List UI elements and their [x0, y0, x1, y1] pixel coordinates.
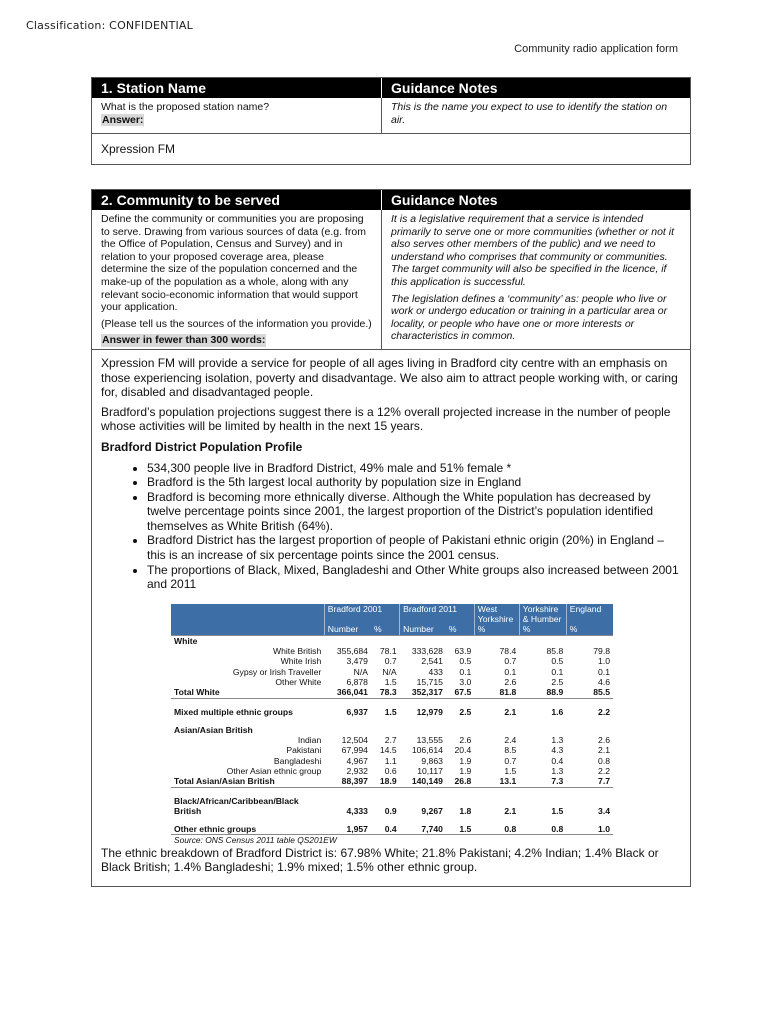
table-cell: 2.4 [504, 735, 517, 746]
table-cell: 2.1 [598, 745, 610, 756]
table-cell: 0.8 [474, 824, 519, 835]
answer-paragraph: Xpression FM will provide a service for people of all ages living in Bradford city centre with an emphasis on those experiencing isolation, poverty and disadvantage. We also aim to attract people working with, or caring for, disabled and disadvantaged people. [101, 355, 678, 400]
header-blank [171, 604, 324, 625]
table-cell: 1.1 [384, 755, 397, 766]
table-row [171, 677, 613, 687]
table-cell: 88.9 [519, 687, 566, 698]
table-cell: 4.3 [551, 745, 564, 756]
guidance-definition: The legislation defines a ‘community’ as: people who live or work or undergo education or training in a particular area or locality, or people who have one or more interests or characteristics in common. [391, 292, 668, 343]
table-cell: 3.4 [598, 805, 610, 816]
table-cell: 4,333 [346, 805, 368, 816]
table-source: Source: ONS Census 2011 table QS201EW [174, 835, 337, 846]
table-cell: 0.1 [459, 666, 472, 677]
list-item: • 534,300 people live in Bradford District, 49% male and 51% female * [147, 461, 681, 476]
table-row [171, 646, 613, 656]
table-cell: 78.4 [499, 646, 517, 657]
header-blank [171, 624, 324, 635]
table-row [171, 745, 613, 755]
answer-label: Answer: [102, 113, 144, 126]
list-item: • Bradford District has the largest proportion of people of Pakistani ethnic origin (20%) in England – this is an increase of six percentage points since the 2001 census. [147, 533, 681, 562]
table-cell: 352,317 [400, 687, 446, 698]
table-cell: 2.5 [551, 676, 564, 687]
column-header: Bradford 2011 [400, 604, 475, 625]
column-header: Bradford 2001 [324, 604, 399, 625]
question-text: What is the proposed station name? [101, 101, 270, 113]
table-header-row [171, 604, 613, 625]
row-label: Other White [275, 676, 322, 687]
row-label: Other Asian ethnic group [226, 766, 322, 776]
section-header [92, 190, 690, 210]
profile-list [101, 461, 681, 592]
table-row [171, 806, 613, 816]
table-cell: 14.5 [379, 745, 397, 756]
table-cell: 7,740 [400, 824, 446, 835]
table-cell: 0.7 [504, 656, 517, 667]
table-cell: 85.5 [566, 687, 613, 698]
question-cell [92, 98, 382, 133]
section-header [92, 78, 690, 98]
table-cell: 9,863 [421, 755, 443, 766]
row-label: Asian/Asian British [174, 724, 253, 735]
table-cell: 8.5 [504, 745, 517, 756]
table-cell: 140,149 [400, 776, 446, 787]
table-cell: 1.3 [551, 735, 564, 746]
table-cell: 1.8 [459, 805, 472, 816]
table-cell: 0.7 [384, 656, 397, 667]
table-cell: 2,932 [346, 766, 368, 776]
table-cell: 3.0 [459, 676, 472, 687]
table-cell: 4.6 [598, 676, 610, 687]
census-table [171, 604, 613, 846]
row-label: Indian [297, 735, 322, 746]
table-subheader-row [171, 624, 613, 635]
table-cell: 12,979 [416, 706, 443, 717]
table-cell: 6,878 [346, 676, 368, 687]
table-cell: 0.8 [519, 824, 566, 835]
table-cell: 0.6 [384, 766, 397, 776]
table-cell: 6,937 [346, 706, 368, 717]
row-label: Gypsy or Irish Traveller [232, 666, 322, 677]
table-cell: 78.3 [371, 687, 400, 698]
table-cell: 9,267 [421, 805, 443, 816]
table-cell: 63.9 [454, 646, 472, 657]
question-text: Define the community or communities you are proposing to serve. Drawing from various sources of data (e.g. from the Office of Population, Census and Survey) and in relation to your proposed coverage area, please determine the size of the population concerned and the make-up of the population as a whole, along with any relevant socio-economic information that would support your application. [101, 213, 366, 314]
row-label: Total White [171, 687, 324, 698]
section-question-row [92, 210, 690, 350]
answer-field[interactable] [92, 134, 690, 164]
table-row [171, 656, 613, 666]
answer-field[interactable] [92, 350, 690, 886]
table-cell: 1.3 [551, 766, 564, 776]
table-row [171, 735, 613, 745]
table-cell: 0.4 [371, 824, 400, 835]
table-cell: 85.8 [546, 646, 564, 657]
question-note: (Please tell us the sources of the information you provide.) [101, 317, 372, 330]
list-item: • The proportions of Black, Mixed, Bangladeshi and Other White groups also increased between 2001 and 2011 [147, 563, 681, 592]
table-row [171, 687, 613, 698]
table-cell: 67,994 [341, 745, 368, 756]
table-cell: 88,397 [324, 776, 371, 787]
table-cell: 1.9 [459, 766, 472, 776]
guidance-heading: Guidance Notes [391, 192, 498, 208]
classification-label: Classification: CONFIDENTIAL [26, 19, 193, 32]
column-header: England [566, 604, 613, 625]
table-row [171, 725, 613, 735]
table-cell: 0.5 [551, 656, 564, 667]
table-cell: 4,967 [346, 755, 368, 766]
section-community [91, 189, 691, 887]
table-cell: 18.9 [371, 776, 400, 787]
table-cell: 0.1 [504, 666, 517, 677]
table-cell: N/A [353, 666, 368, 677]
spacer-cell [171, 787, 613, 796]
row-label: Bangladeshi [273, 755, 322, 766]
row-label: Other ethnic groups [171, 824, 324, 835]
answer-paragraph: Bradford’s population projections suggest there is a 12% overall projected increase in the number of people whose activities will be limited by health in the next 15 years. [101, 404, 671, 434]
table-cell: 1.0 [598, 656, 610, 667]
column-subheader: Number [324, 624, 371, 635]
row-label: White British [273, 646, 322, 657]
table-cell: 366,041 [324, 687, 371, 698]
column-header: Yorkshire & Humber [519, 604, 566, 625]
table-cell: 0.5 [459, 656, 472, 667]
table-row [171, 796, 613, 806]
ethnic-breakdown-text: The ethnic breakdown of Bradford District is: 67.98% White; 21.8% Pakistani; 4.2% Indian; 1.4% Black or Black British; 1.4% Bangladeshi; 1.9% mixed; 1.5% other ethnic group. [101, 845, 659, 875]
table-cell: 26.8 [446, 776, 474, 787]
list-item: • Bradford is the 5th largest local authority by population size in England [147, 475, 681, 490]
section-heading: 2. Community to be served [92, 190, 382, 210]
row-label: Total Asian/Asian British [171, 776, 324, 787]
table-cell: 2.6 [504, 676, 517, 687]
column-subheader: % [446, 624, 474, 635]
table-cell: 12,504 [341, 735, 368, 746]
answer-value: Xpression FM [101, 142, 176, 156]
row-label: Pakistani [286, 745, 322, 756]
table-cell: 433 [428, 666, 443, 677]
table-cell: 2.5 [459, 706, 472, 717]
table-cell: 2.1 [504, 805, 517, 816]
guidance-cell [382, 210, 690, 349]
table-cell: 2.7 [384, 735, 397, 746]
table-cell: 0.4 [551, 755, 564, 766]
table-cell: 333,628 [411, 646, 443, 657]
table-cell: 81.8 [474, 687, 519, 698]
table-cell: 0.9 [384, 805, 397, 816]
form-title: Community radio application form [514, 43, 678, 55]
table-cell: 1.5 [384, 676, 397, 687]
table-spacer [171, 816, 613, 824]
table-cell: 20.4 [454, 745, 472, 756]
spacer-cell [171, 698, 613, 707]
table-cell: 2,541 [421, 656, 443, 667]
table-cell: 2.1 [504, 706, 517, 717]
list-item: • Bradford is becoming more ethnically diverse. Although the White population has decreased by twelve percentage points since 2001, the largest proportion of the District’s population identified themselves as White British (64%). [147, 490, 681, 534]
spacer-cell [171, 816, 613, 824]
table-row [171, 667, 613, 677]
table-cell: 67.5 [446, 687, 474, 698]
table-cell: 0.1 [598, 666, 610, 677]
table-cell: 15,715 [416, 676, 443, 687]
table-cell: 0.8 [598, 755, 610, 766]
table-cell: 10,117 [417, 766, 443, 776]
table-row [171, 766, 613, 776]
table-cell: 2.2 [598, 766, 610, 776]
table-cell: 7.7 [566, 776, 613, 787]
row-label: White [174, 635, 198, 646]
table-cell: 1.5 [551, 805, 564, 816]
guidance-text: It is a legislative requirement that a service is intended primarily to serve one or more communities (whether or not it also serves other members of the public) and we need to understand who comprises that community or communities. The target community will also be specified in the licence, if this application is successful. [391, 213, 675, 288]
table-row [171, 824, 613, 835]
section-station-name [91, 77, 691, 165]
table-row [171, 776, 613, 787]
table-row [171, 707, 613, 717]
table-cell: 0.1 [551, 666, 564, 677]
table-cell: 1.9 [459, 755, 472, 766]
table-spacer [171, 717, 613, 725]
table-spacer [171, 787, 613, 796]
row-label: Black/African/Caribbean/Black [174, 795, 299, 806]
column-subheader: % [519, 624, 566, 635]
row-label: British [174, 805, 202, 816]
table-cell: 13.1 [474, 776, 519, 787]
table-spacer [171, 698, 613, 707]
row-label: White Irish [280, 656, 322, 667]
table-cell: 2.6 [598, 735, 610, 746]
table-source-row [171, 835, 613, 846]
table-cell: 1.6 [551, 706, 564, 717]
table-cell: 79.8 [593, 646, 610, 657]
column-subheader: % [566, 624, 613, 635]
spacer-cell [171, 717, 613, 725]
guidance-text: This is the name you expect to use to identify the station on air. [391, 101, 668, 126]
column-header: West Yorkshire [474, 604, 519, 625]
table-cell: 2.6 [459, 735, 472, 746]
table-cell: 13,555 [416, 735, 443, 746]
section-question-row [92, 98, 690, 134]
column-subheader: Number [400, 624, 446, 635]
guidance-heading: Guidance Notes [391, 80, 498, 96]
table-cell: 106,614 [411, 745, 443, 756]
table-cell: 7.3 [519, 776, 566, 787]
table-cell: 1.5 [446, 824, 474, 835]
row-label: Mixed multiple ethnic groups [174, 706, 293, 717]
table-cell: N/A [382, 666, 397, 677]
column-subheader: % [371, 624, 400, 635]
table-cell: 3,479 [346, 656, 368, 667]
section-heading: 1. Station Name [92, 78, 382, 98]
answer-label: Answer in fewer than 300 words: [102, 334, 266, 347]
table-row [171, 756, 613, 766]
profile-heading: Bradford District Population Profile [101, 439, 303, 454]
table-cell: 0.7 [504, 755, 517, 766]
table-cell: 1.0 [566, 824, 613, 835]
table-cell: 78.1 [379, 646, 397, 657]
column-subheader: % [474, 624, 519, 635]
table-cell: 2.2 [598, 706, 610, 717]
table-cell: 1,957 [324, 824, 371, 835]
table-cell: 1.5 [504, 766, 517, 776]
table-row [171, 635, 613, 646]
table-cell: 355,684 [336, 646, 368, 657]
table-cell: 1.5 [384, 706, 397, 717]
question-cell [92, 210, 382, 349]
